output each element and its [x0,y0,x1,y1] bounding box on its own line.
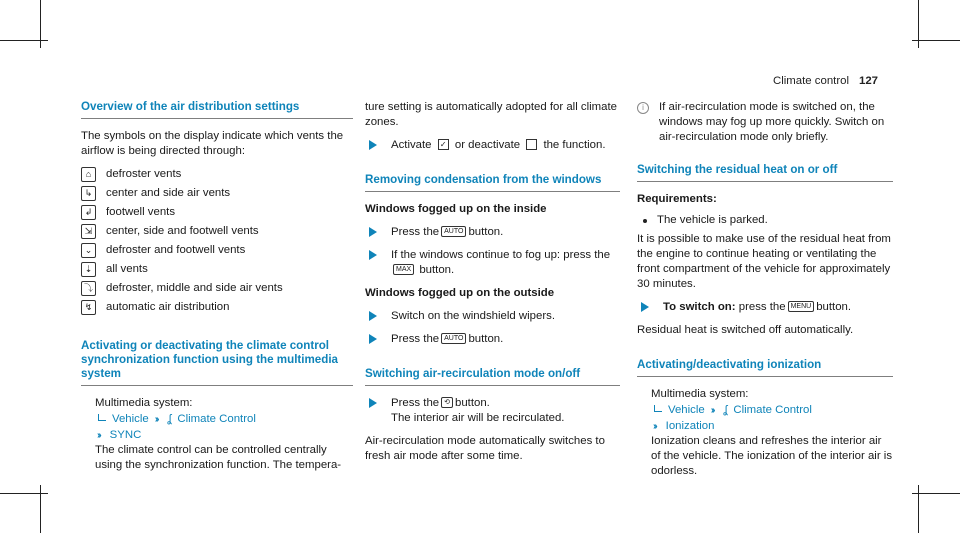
symbol-list [81,165,353,317]
step-activate: Activate ✓ or deactivate the function. [365,138,620,153]
step-arrow-icon [369,311,377,321]
defroster-icon: ⌂ [81,167,96,182]
climate-icon: ʆ [723,403,728,416]
symbol-row: ↲ footwell vents [81,203,353,222]
path-ionization[interactable]: Ionization [665,419,715,432]
all-vents-icon: ⇣ [81,262,96,277]
crop-mark [912,493,960,494]
sync-text: The climate control can be controlled centrally using the synchronization function. The tempera- [95,444,342,471]
crop-mark [40,0,41,48]
path-hook-icon [654,405,662,412]
step-if-fog: If the windows continue to fog up: press the MAX button. [365,248,620,278]
defroster-footwell-icon: ⌄ [81,243,96,258]
path-vehicle[interactable]: Vehicle [112,412,149,425]
symbol-row: ⌄ defroster and footwell vents [81,241,353,260]
step-press-auto-2: Press the AUTO button. [365,332,620,347]
path-climate[interactable]: Climate Control [733,403,812,416]
step-recirc: Press the ⟲ button. The interior air will be recirculated. [365,396,620,426]
max-defrost-key-icon: MAX [393,264,414,275]
path-sync[interactable]: SYNC [109,428,142,441]
ion-title: Activating/deactivating ionization [637,358,893,377]
crop-mark [912,40,960,41]
auto-key-icon: AUTO [441,333,466,344]
fogged-outside-title: Windows fogged up on the outside [365,287,555,299]
ion-text: Ionization cleans and refreshes the interior air of the vehicle. The ionization of the interior air is odorless. [651,435,893,477]
sync-body [81,396,353,473]
step-switch-on: To switch on: press the MENU button. [637,300,893,315]
climate-icon: ʆ [167,412,172,425]
symbol-row: ⤵ defroster, middle and side air vents [81,279,353,298]
column-2 [365,100,620,470]
step-arrow-icon [369,250,377,260]
ion-body [637,387,893,479]
path-arrow-icon: ›› [97,429,100,441]
path-arrow-icon: ›› [154,413,158,425]
residual-title: Switching the residual heat on or off [637,163,893,182]
step-arrow-icon [369,140,377,150]
menu-path [95,411,353,427]
symbol-row: ↯ automatic air distribution [81,298,353,317]
center-side-icon: ↳ [81,186,96,201]
menu-key-icon: MENU [788,301,815,312]
path-vehicle[interactable]: Vehicle [668,403,705,416]
residual-auto: Residual heat is switched off automatically. [637,324,854,336]
step-arrow-icon [369,227,377,237]
info-note: i If air-recirculation mode is switched on, the windows may fog up more quickly. Switch on air-recirculation mode only briefly. [637,100,893,145]
checkbox-checked-icon: ✓ [438,139,449,150]
page-number: 127 [858,75,878,87]
overview-title: Overview of the air distribution settings [81,100,353,119]
column-1 [81,100,353,479]
recirc-text: Air-recirculation mode automatically switches to fresh air mode after some time. [365,435,605,462]
requirements-title: Requirements: [637,193,717,205]
path-climate[interactable]: Climate Control [177,412,256,425]
multimedia-label: Multimedia system: [95,397,193,409]
path-arrow-icon: ›› [710,404,714,416]
info-icon: i [637,102,649,114]
center-side-footwell-icon: ⇲ [81,224,96,239]
crop-mark [918,485,919,533]
auto-distribution-icon: ↯ [81,300,96,315]
cond-title: Removing condensation from the windows [365,173,620,192]
recirculation-key-icon: ⟲ [441,397,453,408]
step-wipers: Switch on the windshield wipers. [365,309,620,324]
symbol-row: ↳ center and side air vents [81,184,353,203]
column-3 [637,100,893,485]
crop-mark [40,485,41,533]
residual-text: It is possible to make use of the residual heat from the engine to continue heating or ventilating the front compartment of the vehicle for approximately 30 minutes. [637,233,891,290]
step-press-auto: Press the AUTO button. [365,225,620,240]
step-arrow-icon [369,398,377,408]
footwell-icon: ↲ [81,205,96,220]
auto-key-icon: AUTO [441,226,466,237]
menu-path-2 [651,418,893,434]
symbol-row: ⇣ all vents [81,260,353,279]
page-header [773,74,878,89]
bullet-icon [643,219,647,223]
crop-mark [918,0,919,48]
symbol-row: ⇲ center, side and footwell vents [81,222,353,241]
multimedia-label: Multimedia system: [651,388,749,400]
checkbox-empty-icon [526,139,537,150]
menu-path-2 [95,427,353,443]
fogged-inside-title: Windows fogged up on the inside [365,203,547,215]
path-arrow-icon: ›› [653,420,656,432]
step-arrow-icon [641,302,649,312]
path-hook-icon [98,414,106,421]
sync-title: Activating or deactivating the climate control synchronization function using the multimedia system [81,339,353,386]
header-section: Climate control [773,75,849,87]
recirc-title: Switching air-recirculation mode on/off [365,367,620,386]
requirement-item: The vehicle is parked. [637,213,893,228]
step-arrow-icon [369,334,377,344]
menu-path [651,402,893,418]
symbol-row: ⌂ defroster vents [81,165,353,184]
defroster-middle-side-icon: ⤵ [81,281,96,296]
overview-intro: The symbols on the display indicate which vents the airflow is being directed through: [81,130,344,157]
cont-text: ture setting is automatically adopted for all climate zones. [365,101,617,128]
